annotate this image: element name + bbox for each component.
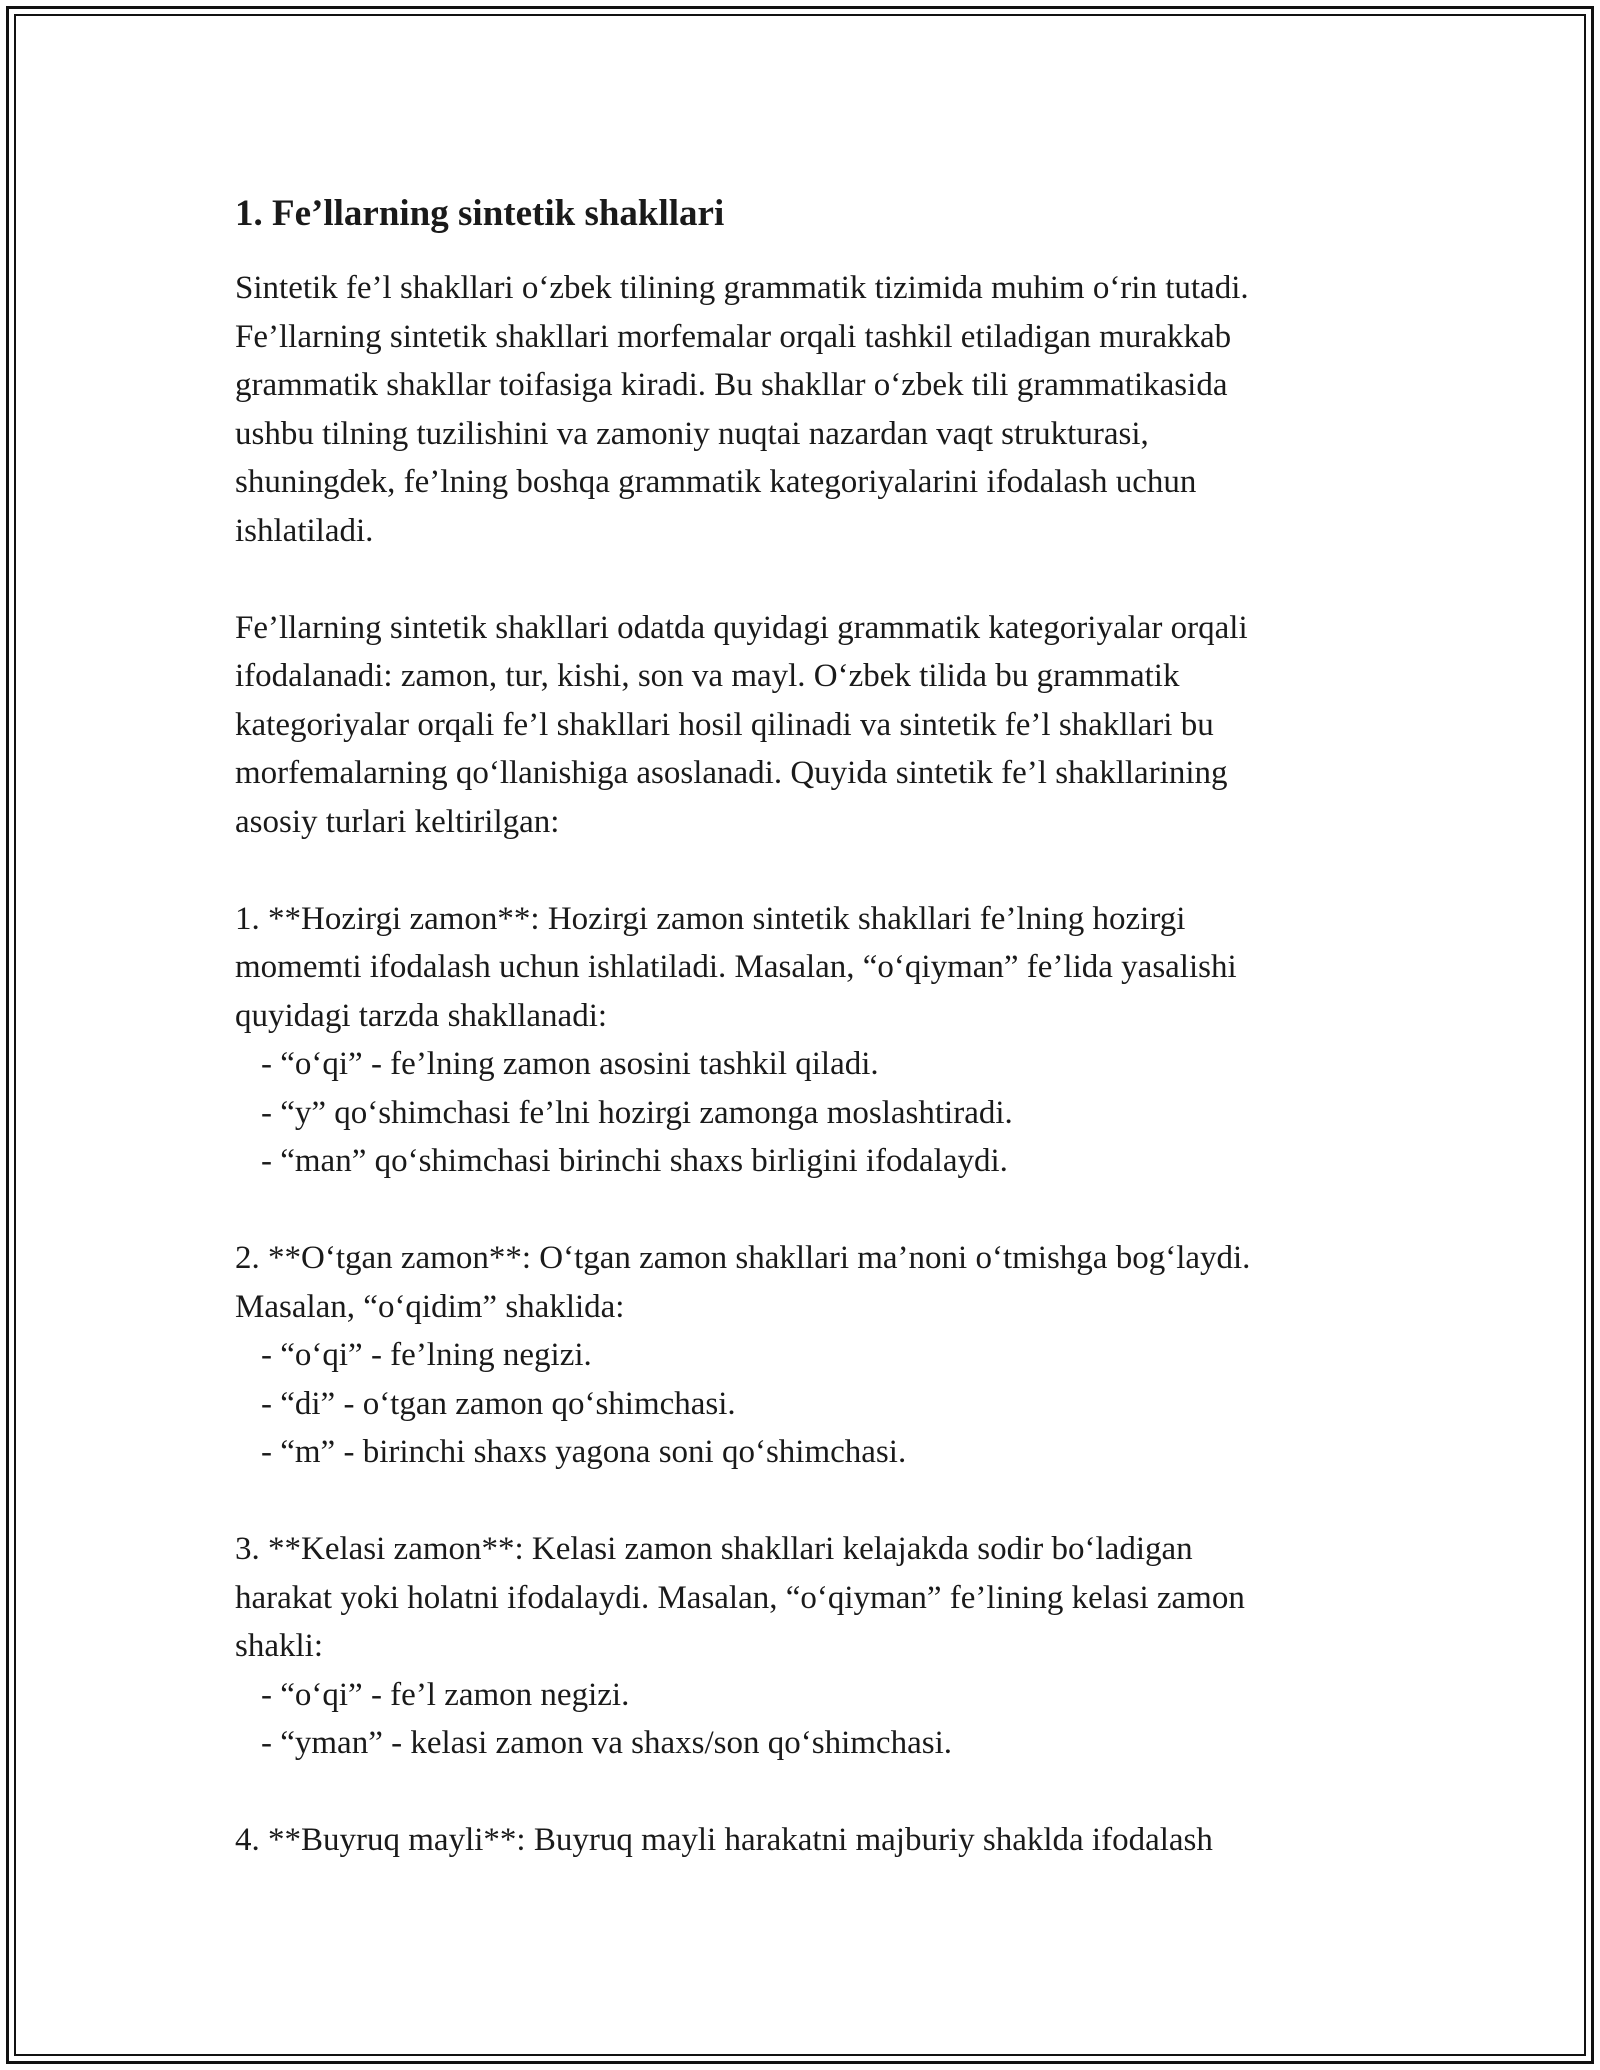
sub-bullet: - “o‘qi” - fe’lning zamon asosini tashkil qiladi.: [261, 1046, 879, 1082]
list-item-future-tense: [235, 1525, 1375, 1768]
text-line: 1. **Hozirgi zamon**: Hozirgi zamon sintetik shakllari fe’lning hozirgi: [235, 900, 1186, 937]
text-line: Fe’llarning sintetik shakllari odatda quyidagi grammatik kategoriyalar orqali: [235, 609, 1248, 646]
text-line: ifodalanadi: zamon, tur, kishi, son va mayl. O‘zbek tilida bu grammatik: [235, 658, 1180, 694]
text-line: grammatik shakllar toifasiga kiradi. Bu shakllar o‘zbek tili grammatikasida: [235, 367, 1228, 403]
list-item-past-tense: [235, 1234, 1375, 1477]
sub-bullet: - “o‘qi” - fe’l zamon negizi.: [261, 1676, 630, 1713]
text-line: shakli:: [235, 1628, 323, 1664]
text-line: Masalan, “o‘qidim” shaklida:: [235, 1288, 625, 1325]
text-line: ushbu tilning tuzilishini va zamoniy nuqtai nazardan vaqt strukturasi,: [235, 415, 1149, 452]
text-line: ishlatiladi.: [235, 512, 374, 549]
text-line: harakat yoki holatni ifodalaydi. Masalan, “o‘qiyman” fe’lining kelasi zamon: [235, 1579, 1245, 1616]
sub-bullet: - “man” qo‘shimchasi birinchi shaxs birligini ifodalaydi.: [261, 1143, 1008, 1179]
text-line: Sintetik fe’l shakllari o‘zbek tilining grammatik tizimida muhim o‘rin tutadi.: [235, 270, 1249, 306]
document-body: [235, 190, 1375, 1913]
sub-bullet: - “y” qo‘shimchasi fe’lni hozirgi zamonga moslashtiradi.: [261, 1094, 1013, 1131]
text-line: Fe’llarning sintetik shakllari morfemalar orqali tashkil etiladigan murakkab: [235, 318, 1232, 355]
text-line: momemti ifodalash uchun ishlatiladi. Masalan, “o‘qiyman” fe’lida yasalishi: [235, 949, 1237, 985]
list-item-imperative-mood: [235, 1816, 1375, 1865]
sub-bullet: - “di” - o‘tgan zamon qo‘shimchasi.: [261, 1385, 736, 1422]
text-line: asosiy turlari keltirilgan:: [235, 803, 560, 840]
sub-bullet: - “o‘qi” - fe’lning negizi.: [261, 1337, 592, 1373]
text-line: 3. **Kelasi zamon**: Kelasi zamon shakllari kelajakda sodir bo‘ladigan: [235, 1531, 1193, 1567]
list-item-present-tense: [235, 895, 1375, 1186]
sub-bullet: - “m” - birinchi shaxs yagona soni qo‘shimchasi.: [261, 1434, 907, 1470]
sub-bullet: - “yman” - kelasi zamon va shaxs/son qo‘shimchasi.: [261, 1725, 952, 1761]
paragraph-intro: [235, 264, 1375, 555]
text-line: quyidagi tarzda shakllanadi:: [235, 997, 608, 1034]
text-line: 2. **O‘tgan zamon**: O‘tgan zamon shakllari ma’noni o‘tmishga bog‘laydi.: [235, 1240, 1251, 1276]
text-line: 4. **Buyruq mayli**: Buyruq mayli harakatni majburiy shaklda ifodalash: [235, 1822, 1213, 1858]
text-line: kategoriyalar orqali fe’l shakllari hosil qilinadi va sintetik fe’l shakllari bu: [235, 706, 1214, 743]
text-line: morfemalarning qo‘llanishiga asoslanadi. Quyida sintetik fe’l shakllarining: [235, 755, 1228, 791]
section-heading: 1. Fe’llarning sintetik shakllari: [235, 193, 725, 234]
text-line: shuningdek, fe’lning boshqa grammatik kategoriyalarini ifodalash uchun: [235, 464, 1197, 500]
paragraph-categories: [235, 604, 1375, 847]
